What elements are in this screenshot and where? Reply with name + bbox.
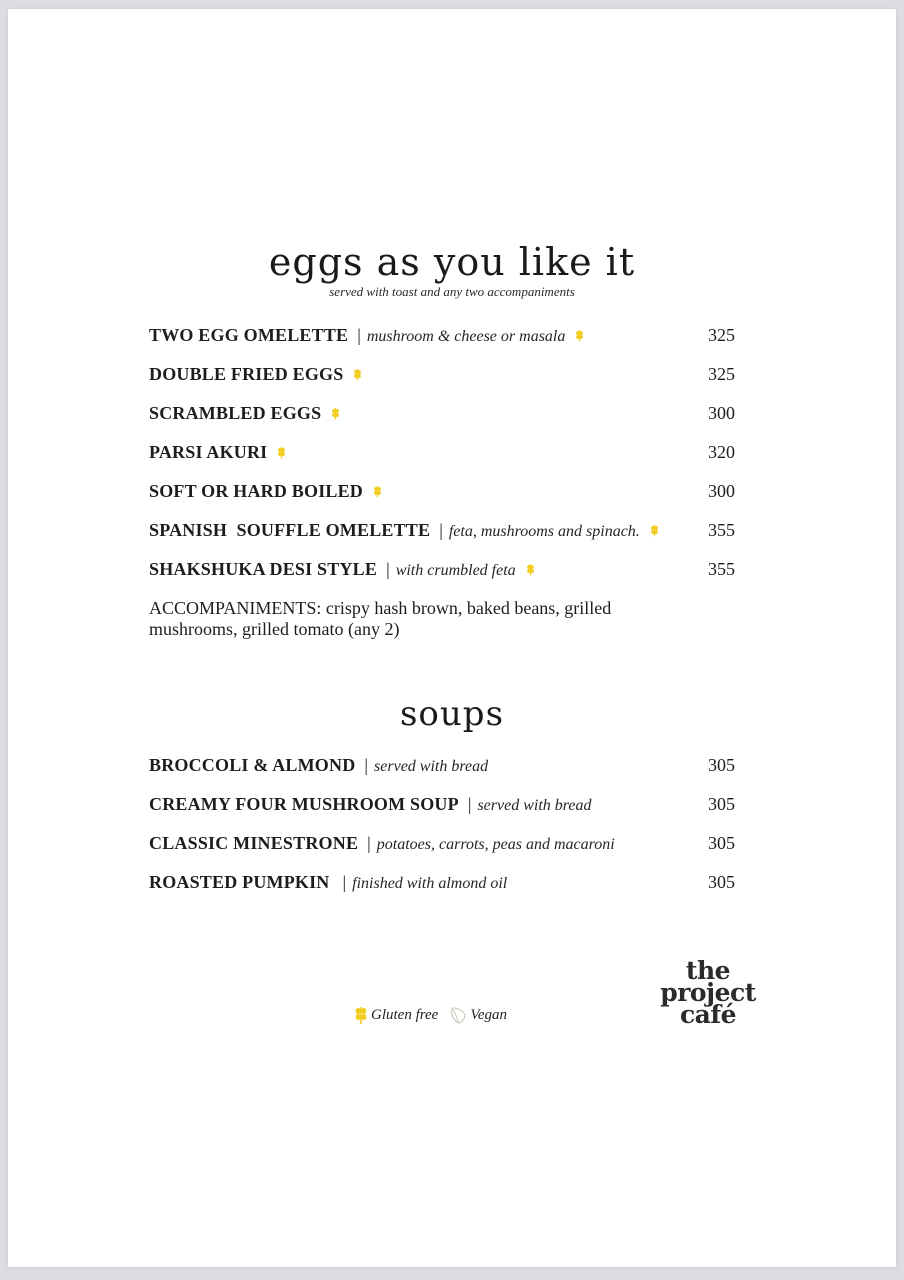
- item-description: served with bread: [477, 797, 592, 814]
- menu-item: [149, 872, 735, 896]
- item-price: 355: [708, 520, 735, 540]
- item-price: 300: [708, 481, 735, 501]
- logo-line: project: [660, 978, 756, 1007]
- menu-item: [149, 559, 735, 583]
- item-name: SPANISH SOUFFLE OMELETTE: [149, 520, 431, 540]
- accompaniments-note: ACCOMPANIMENTS: crispy hash brown, baked beans, grilled mushrooms, grilled tomato (any 2): [149, 598, 612, 639]
- wheat-icon: [575, 329, 584, 342]
- menu-item: [149, 755, 735, 779]
- item-separator: |: [467, 794, 472, 814]
- wheat-icon: [331, 407, 340, 420]
- section-title-eggs: eggs as you like it: [268, 240, 636, 284]
- item-name: TWO EGG OMELETTE: [149, 325, 349, 345]
- item-price: 305: [708, 833, 735, 853]
- legend-gluten-free-label: Gluten free: [371, 1006, 439, 1023]
- legend-vegan: [450, 1005, 507, 1025]
- item-name: BROCCOLI & ALMOND: [149, 755, 356, 775]
- section-title-soups: soups: [399, 694, 505, 734]
- item-description: served with bread: [374, 758, 489, 775]
- item-name: SCRAMBLED EGGS: [149, 403, 322, 423]
- item-separator: |: [364, 755, 369, 775]
- menu-item: [149, 833, 735, 857]
- section-subtitle-eggs: served with toast and any two accompaniments: [329, 284, 575, 299]
- menu-item: [149, 325, 735, 349]
- legend-vegan-label: Vegan: [470, 1006, 508, 1023]
- item-description: mushroom & cheese or masala: [366, 328, 566, 345]
- item-price: 325: [708, 325, 735, 345]
- item-name: SOFT OR HARD BOILED: [149, 481, 364, 501]
- menu-item: [149, 442, 735, 466]
- item-name: CLASSIC MINESTRONE: [149, 833, 359, 853]
- leaf-icon: [450, 1005, 467, 1025]
- item-separator: |: [367, 833, 371, 853]
- logo-line: the: [685, 956, 731, 985]
- item-description: finished with almond oil: [352, 875, 508, 892]
- menu-item: [149, 364, 735, 388]
- wheat-icon: [650, 524, 659, 537]
- dietary-legend: [354, 1003, 507, 1027]
- item-separator: |: [386, 559, 390, 579]
- item-separator: |: [342, 872, 347, 892]
- item-price: 320: [708, 442, 735, 462]
- item-description: potatoes, carrots, peas and macaroni: [376, 836, 615, 853]
- cafe-logo: [652, 956, 764, 1029]
- menu-item: [149, 794, 735, 818]
- item-description: feta, mushrooms and spinach.: [448, 523, 640, 540]
- item-price: 305: [708, 794, 735, 814]
- wheat-icon: [277, 446, 286, 459]
- wheat-icon: [354, 1005, 368, 1025]
- item-name: DOUBLE FRIED EGGS: [149, 364, 344, 384]
- menu-item: [149, 403, 735, 427]
- item-separator: |: [357, 325, 361, 345]
- item-price: 325: [708, 364, 735, 384]
- item-price: 355: [708, 559, 735, 579]
- item-price: 305: [708, 755, 735, 775]
- legend-gluten-free: [354, 1005, 438, 1025]
- item-name: PARSI AKURI: [149, 442, 268, 462]
- item-description: with crumbled feta: [395, 562, 516, 579]
- item-price: 300: [708, 403, 735, 423]
- item-name: CREAMY FOUR MUSHROOM SOUP: [149, 794, 459, 814]
- logo-line: café: [679, 1000, 737, 1029]
- item-price: 305: [708, 872, 735, 892]
- item-separator: |: [439, 520, 443, 540]
- wheat-icon: [526, 563, 535, 576]
- menu-item: [149, 481, 735, 505]
- item-name: ROASTED PUMPKIN: [149, 872, 330, 892]
- menu-item: [149, 520, 735, 544]
- wheat-icon: [353, 368, 362, 381]
- wheat-icon: [373, 485, 382, 498]
- item-name: SHAKSHUKA DESI STYLE: [149, 559, 378, 579]
